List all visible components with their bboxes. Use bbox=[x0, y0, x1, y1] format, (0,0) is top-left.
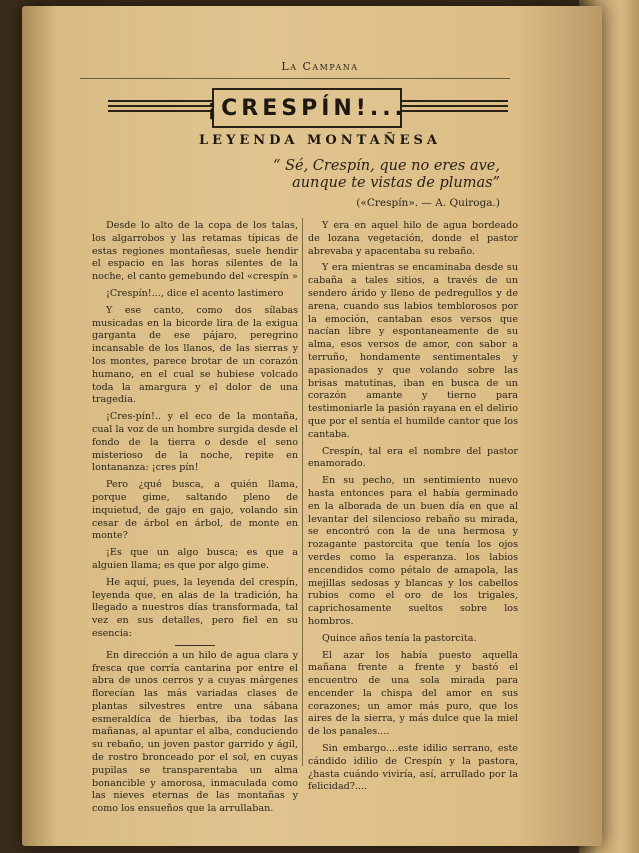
paragraph: Y era en aquel hilo de agua bordeado de lozana vegetación, donde el pastor abrevaba y apacentaba su rebaño. bbox=[308, 220, 518, 257]
paragraph: Quince años tenía la pastorcita. bbox=[322, 632, 477, 644]
running-head: La Campana bbox=[281, 60, 359, 73]
paragraph: El azar los había puesto aquella mañana frente a frente y bastó el encuentro de una sola mirada para encender la chispa del amor en sus corazones; un amor más puro, que los aires de la sierra, y más dulce que la miel de los panales.... bbox=[308, 649, 518, 738]
paragraph: ¡Es que un algo busca; es que a alguien llama; es que por algo gime. bbox=[92, 547, 298, 571]
paragraph: Y era mientras se encaminaba desde su cabaña a tales sitios, a través de un sendero árido y lleno de pedregullos y de arena, cuando sus labios temblorosos por la emoción, cantaban esos versos que nacían libre y espontaneamente de su alma, esos versos de amor, con sabor a terruño, hondamente sentimentales y apasionados y que volando sobre las brisas matutinas, iban en busca de un corazón amante y tierno para testimoniarle la pasión rayana en el delirio que por el sentía el humilde cantor que los cantaba. bbox=[308, 262, 518, 440]
paragraph: Pero ¿qué busca, a quién llama, porque gime, saltando pleno de inquietud, de gajo en gajo, volando sin cesar de árbol en árbol, de monte en monte? bbox=[92, 479, 298, 542]
paragraph: ¡Cres-pín!.. y el eco de la montaña, cual la voz de un hombre surgida desde el fondo de la tierra o desde el seno misterioso de la noche, repite en lontananza: ¡cres pín! bbox=[92, 411, 298, 474]
paragraph: Y ese canto, como dos sílabas musicadas en la bicorde lira de la exigua garganta de ese pájaro, peregrino incansable de los llanos, de las sierras y los montes, parece brotar de un corazón humano, en el cual se hubiese volcado toda la amargura y el dolor de una tragedia. bbox=[92, 304, 298, 406]
paragraph: ¡Crespín!..., dice el acento lastimero bbox=[106, 287, 284, 299]
paragraph: En dirección a un hilo de agua clara y fresca que corría cantarina por entre el abra de unos cerros y a cuyas márgenes florecían las más variadas clases de plantas silvestres entre una sábana esmeraldíca de hierbas, iba todas las mañanas, al apuntar el alba, conduciendo su rebaño, un joven pastor garrido y ágil, de rostro bronceado por el sol, en cuyas pupilas se transparentaba un alma bonancible y amorosa, inmaculada como las nieves eternas de las montañas y como los ensueños que la arrullaban. bbox=[92, 649, 298, 815]
left-column bbox=[92, 220, 298, 820]
paragraph: Crespín, tal era el nombre del pastor enamorado. bbox=[308, 445, 518, 470]
epigraph-line-1: “ Sé, Crespín, que no eres ave, bbox=[273, 158, 500, 174]
right-column bbox=[308, 220, 518, 798]
article-subtitle: LEYENDA MONTAÑESA bbox=[199, 133, 441, 148]
epigraph-line-2: aunque te vistas de plumas” bbox=[292, 175, 500, 191]
epigraph bbox=[230, 158, 500, 192]
epigraph-source: («Crespín». — A. Quiroga.) bbox=[356, 197, 500, 209]
paragraph: He aquí, pues, la leyenda del crespín, leyenda que, en alas de la tradición, ha llegado a nuestros días transformada, tal vez en sus detalles, pero fiel en su esencia: bbox=[92, 576, 298, 639]
section-separator bbox=[175, 645, 215, 646]
paragraph: En su pecho, un sentimiento nuevo hasta entonces para el había germinado en la alborada de un buen día en que al levantar del silencioso rebaño su mirada, se encontró con la de una hermosa y rozagante pastorcita que tenía los ojos verdes como la esperanza. los labios encendidos como pétalo de amapola, las mejillas sedosas y blancas y los cabellos rubios como el oro de los trigales, caprichosamente sueltos sobre los hombros. bbox=[308, 475, 518, 627]
column-divider bbox=[302, 218, 303, 766]
header-rule bbox=[80, 78, 510, 79]
article-title: ¡CRESPÍN!... bbox=[212, 88, 402, 128]
paragraph: Desde lo alto de la copa de los talas, los algarrobos y las retamas típicas de estas regiones montañesas, suele hendir el espacio en las horas silentes de la noche, el canto gemebundo del «crespín » bbox=[92, 220, 298, 283]
paragraph: Sin embargo....este idilio serrano, este cándido idilio de Crespín y la pastora, ¿hasta cuándo viviría, así, arrullado por la felicidad?.... bbox=[308, 743, 518, 793]
